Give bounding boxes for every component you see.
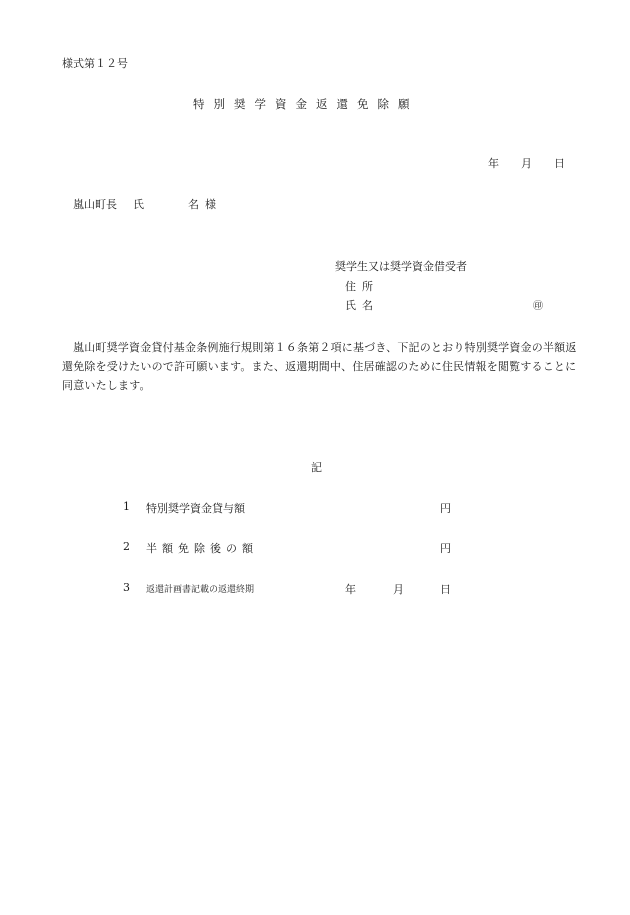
date-month: 月 <box>521 157 532 170</box>
item-1-unit: 円 <box>440 502 451 515</box>
item-3-label: 返還計画書記載の返還終期 <box>146 585 255 595</box>
item-3-day: 日 <box>440 583 451 596</box>
item-3-year: 年 <box>345 583 356 596</box>
item-2-label: 半額免除後の額 <box>146 542 258 555</box>
applicant-role: 奨学生又は奨学資金借受者 <box>335 260 467 273</box>
item-2-unit: 円 <box>440 542 451 555</box>
addressee-honorific: 氏 <box>133 198 144 211</box>
document-title: 特別奨学資金返還免除願 <box>193 97 419 111</box>
applicant-address-label: 住所 <box>345 280 379 293</box>
item-2-number: 2 <box>123 540 130 553</box>
addressee <box>73 196 222 212</box>
date-year: 年 <box>488 157 499 170</box>
request-body: 嵐山町奨学資金貸付基金条例施行規則第１６条第２項に基づき、下記のとおり特別奨学資金の半額返還免除を受けたいので許可願います。また、返還期間中、住居確認のために住民情報を閲覧することに同意いたします。 <box>62 341 577 392</box>
item-1-number: 1 <box>123 500 130 513</box>
ki-heading: 記 <box>311 461 322 474</box>
addressee-name-sama: 名様 <box>188 198 222 211</box>
seal-mark: ㊞ <box>533 301 543 312</box>
date-line <box>488 155 565 171</box>
item-1-label: 特別奨学資金貸与額 <box>146 502 245 515</box>
item-3-month: 月 <box>393 583 404 596</box>
form-number: 様式第１２号 <box>62 57 128 70</box>
addressee-office: 嵐山町長 <box>73 198 117 211</box>
applicant-name-label: 氏名 <box>345 299 379 312</box>
item-3-number: 3 <box>123 581 130 594</box>
date-day: 日 <box>554 157 565 170</box>
